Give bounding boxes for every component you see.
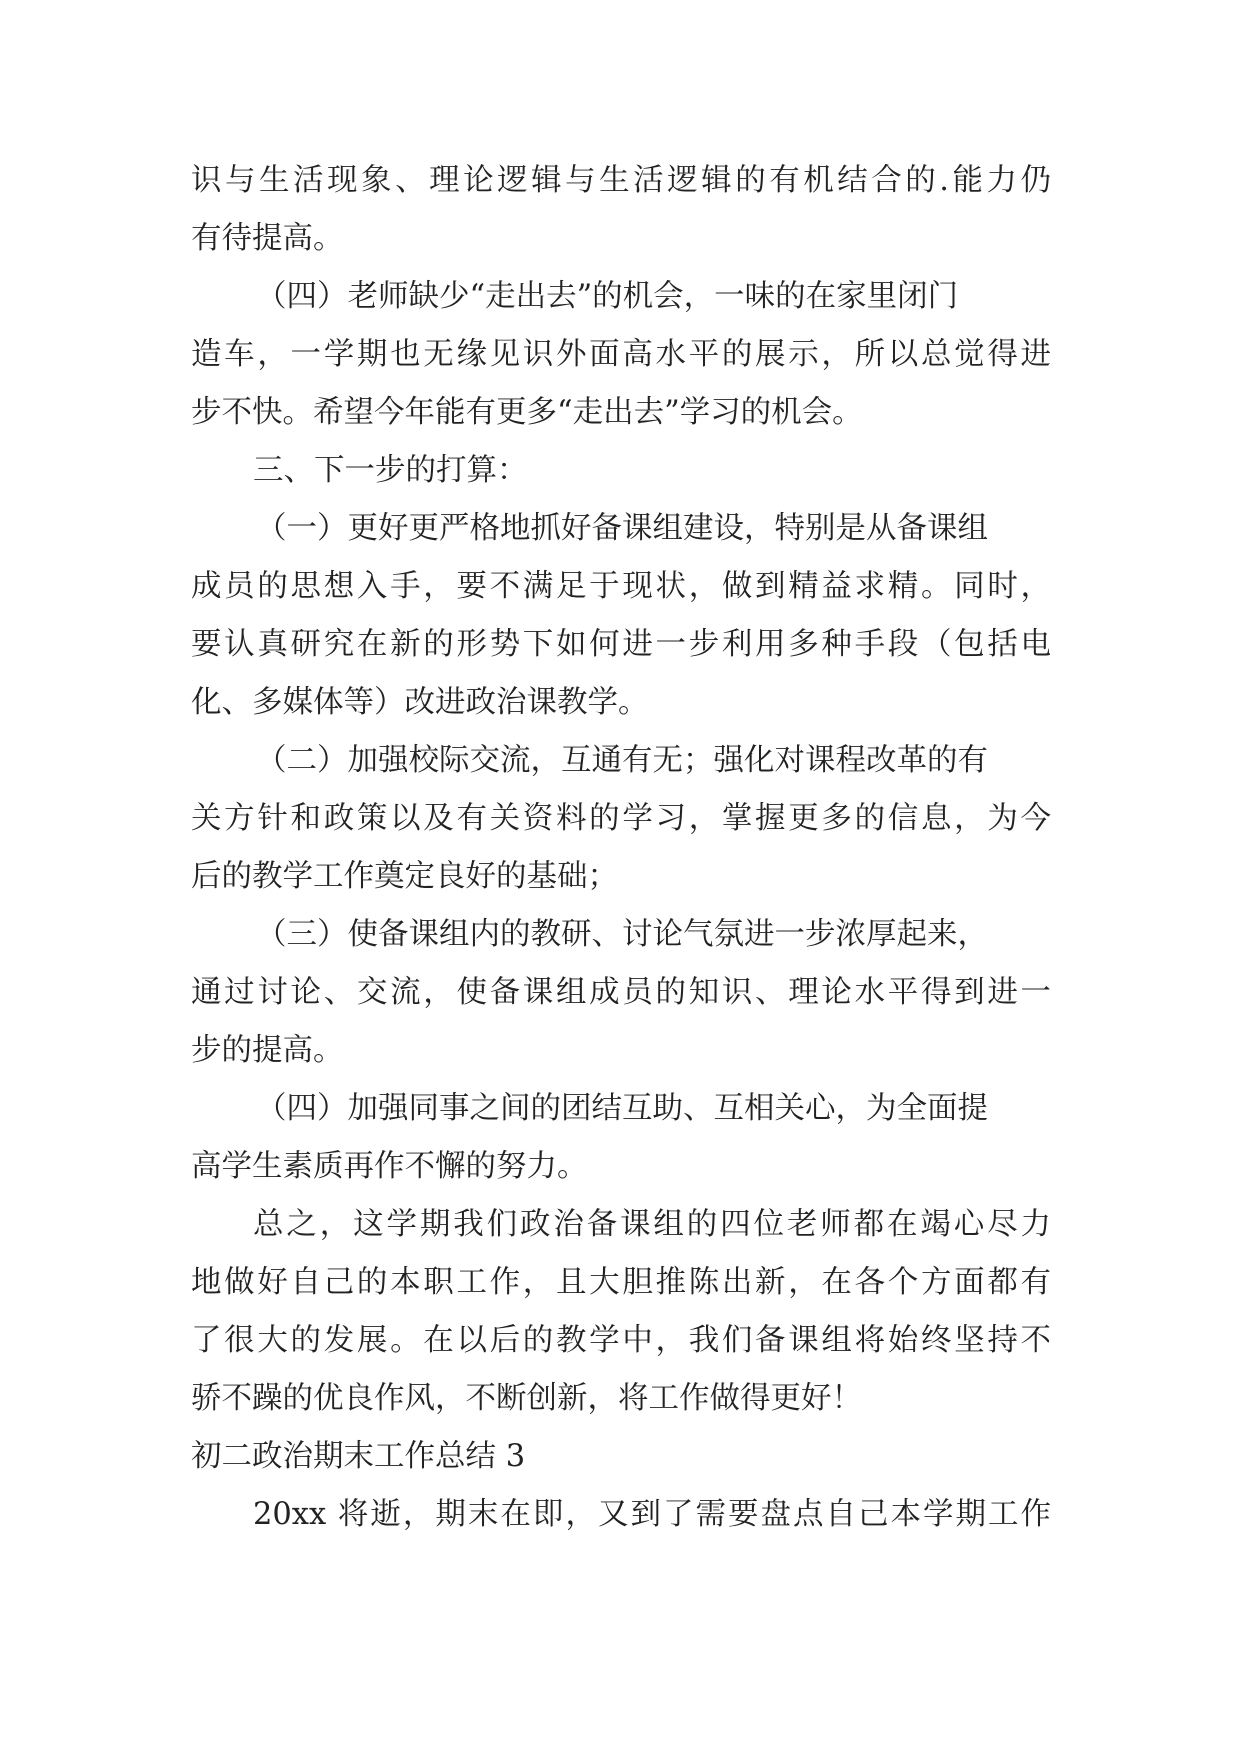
text-line: （三）使备课组内的教研、讨论气氛进一步浓厚起来， [256,917,988,952]
text-line: 总之，这学期我们政治备课组的四位老师都在竭心尽力 [253,1207,1051,1242]
text-line: 地做好自己的本职工作，且大胆推陈出新，在各个方面都有 [191,1265,1051,1300]
text-line: 后的教学工作奠定良好的基础； [191,859,618,894]
text-line: 有待提高。 [191,221,344,256]
text-line: 步的提高。 [191,1033,344,1068]
text-line: 高学生素质再作不懈的努力。 [191,1149,588,1184]
text-line: 成员的思想入手，要不满足于现状，做到精益求精。同时， [191,569,1051,604]
text-line: 了很大的发展。在以后的教学中，我们备课组将始终坚持不 [191,1323,1051,1358]
text-line: 要认真研究在新的形势下如何进一步利用多种手段（包括电 [191,627,1051,662]
text-line: 识与生活现象、理论逻辑与生活逻辑的有机结合的.能力仍 [191,163,1051,198]
text-line: 关方针和政策以及有关资料的学习，掌握更多的信息，为今 [191,801,1051,836]
section-heading: 三、下一步的打算： [253,453,528,488]
text-line: 步不快。希望今年能有更多“走出去”学习的机会。 [191,395,863,430]
section-title: 初二政治期末工作总结 3 [191,1439,526,1474]
text-line: （二）加强校际交流，互通有无；强化对课程改革的有 [256,743,988,778]
text-line: 造车，一学期也无缘见识外面高水平的展示，所以总觉得进 [191,337,1051,372]
text-line: 骄不躁的优良作风，不断创新，将工作做得更好！ [191,1381,862,1416]
text-line: 20xx 将逝，期末在即，又到了需要盘点自己本学期工作 [253,1497,1051,1532]
text-line: （四）加强同事之间的团结互助、互相关心，为全面提 [256,1091,988,1126]
text-line: （四）老师缺少“走出去”的机会，一味的在家里闭门 [256,279,959,314]
text-line: 通过讨论、交流，使备课组成员的知识、理论水平得到进一 [191,975,1051,1010]
text-line: （一）更好更严格地抓好备课组建设，特别是从备课组 [256,511,988,546]
text-line: 化、多媒体等）改进政治课教学。 [191,685,649,720]
